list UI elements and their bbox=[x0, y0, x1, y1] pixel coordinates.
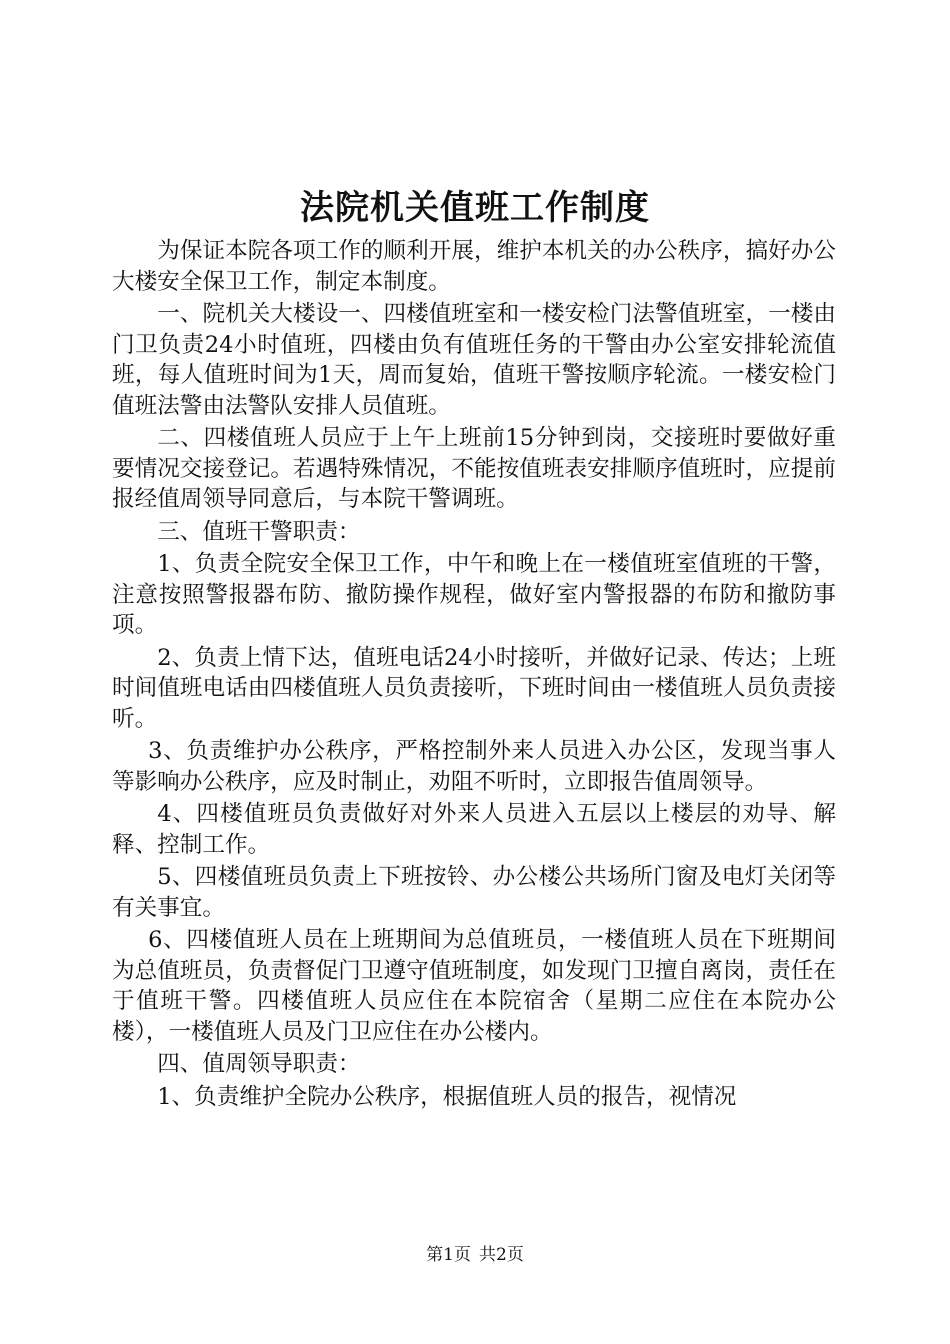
page-number-total: 共2页 bbox=[479, 1245, 524, 1265]
document-body bbox=[112, 236, 836, 1114]
paragraph-duty-4: 4、四楼值班员负责做好对外来人员进入五层以上楼层的劝导、解释、控制工作。 bbox=[112, 801, 836, 858]
paragraph-duty-2: 2、负责上情下达，值班电话24小时接听，并做好记录、传达；上班时间值班电话由四楼值班人员负责接听，下班时间由一楼值班人员负责接听。 bbox=[112, 644, 836, 732]
paragraph-intro: 为保证本院各项工作的顺利开展，维护本机关的办公秩序，搞好办公大楼安全保卫工作，制定本制度。 bbox=[112, 238, 836, 295]
document-title: 法院机关值班工作制度 bbox=[300, 188, 650, 228]
page-footer bbox=[0, 1243, 950, 1267]
paragraph-leader-duty-1: 1、负责维护全院办公秩序，根据值班人员的报告，视情况 bbox=[157, 1083, 737, 1110]
paragraph-duty-6: 6、四楼值班人员在上班期间为总值班员，一楼值班人员在下班期间为总值班员，负责督促门卫遵守值班制度，如发现门卫擅自离岗，责任在于值班干警。四楼值班人员应住在本院宿舍（星期二应住在本院办公楼），一楼值班人员及门卫应住在办公楼内。 bbox=[112, 927, 836, 1045]
paragraph-section-2: 二、四楼值班人员应于上午上班前15分钟到岗，交接班时要做好重要情况交接登记。若遇特殊情况，不能按值班表安排顺序值班时，应提前报经值周领导同意后，与本院干警调班。 bbox=[112, 425, 836, 512]
paragraph-duty-1: 1、负责全院安全保卫工作，中午和晚上在一楼值班室值班的干警，注意按照警报器布防、撤防操作规程，做好室内警报器的布防和撤防事项。 bbox=[112, 551, 836, 638]
section-heading-3: 三、值班干警职责： bbox=[157, 518, 361, 545]
section-heading-4: 四、值周领导职责： bbox=[157, 1051, 361, 1077]
paragraph-section-1: 一、院机关大楼设一、四楼值班室和一楼安检门法警值班室，一楼由门卫负责24小时值班，四楼由负有值班任务的干警由办公室安排轮流值班，每人值班时间为1天，周而复始，值班干警按顺序轮流。一楼安检门值班法警由法警队安排人员值班。 bbox=[112, 301, 836, 419]
page-number-current: 第1页 bbox=[426, 1245, 471, 1265]
paragraph-duty-3: 3、负责维护办公秩序，严格控制外来人员进入办公区，发现当事人等影响办公秩序，应及时制止，劝阻不听时，立即报告值周领导。 bbox=[112, 738, 836, 795]
paragraph-duty-5: 5、四楼值班员负责上下班按铃、办公楼公共场所门窗及电灯关闭等有关事宜。 bbox=[112, 864, 836, 921]
